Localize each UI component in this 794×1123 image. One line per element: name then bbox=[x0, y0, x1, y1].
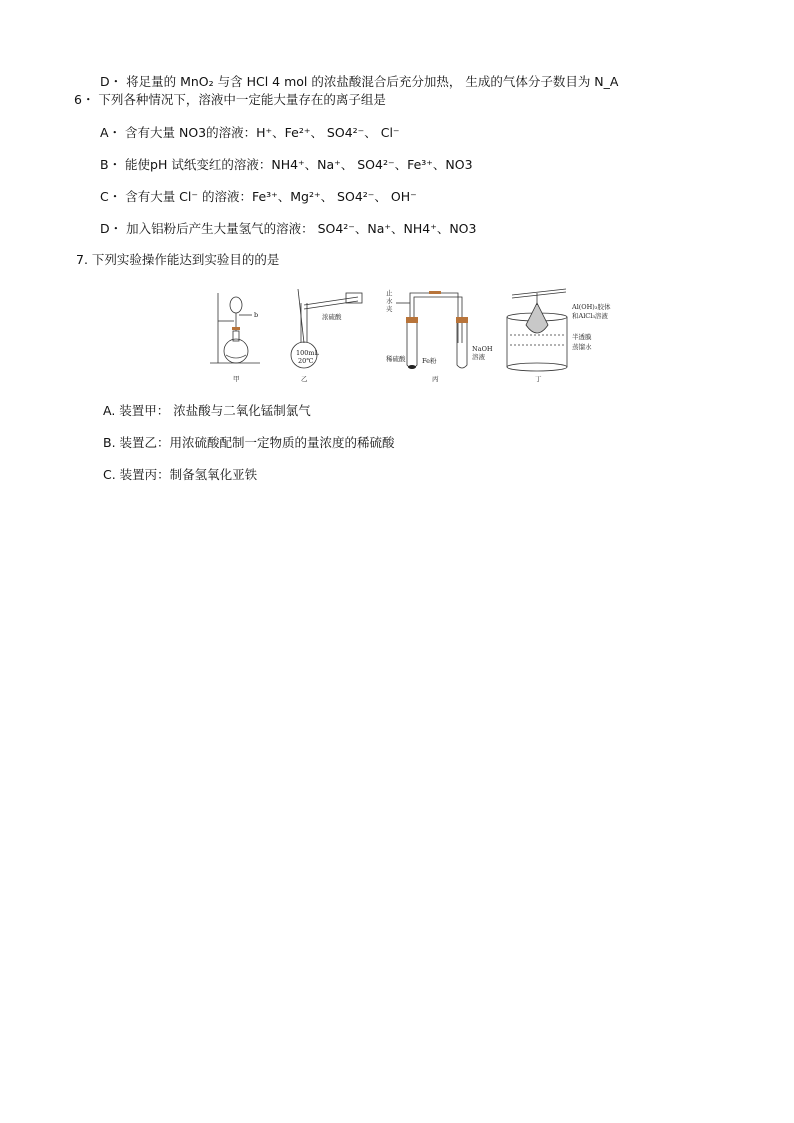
label-zhi: 止 bbox=[386, 289, 393, 297]
label-flask-temp: 20℃ bbox=[298, 357, 314, 365]
q7-option-b: B. 装置乙：用浓硫酸配制一定物质的量浓度的稀硫酸 bbox=[103, 435, 395, 450]
label-shui: 水 bbox=[386, 297, 393, 305]
label-jia-clip: 夹 bbox=[386, 305, 393, 313]
q7-option-c: C. 装置丙：制备氢氧化亚铁 bbox=[103, 467, 258, 482]
label-fefen: Fe粉 bbox=[422, 357, 437, 365]
label-aloh: Al(OH)₃胶体 bbox=[572, 303, 611, 311]
label-nongliusuan: 浓硫酸 bbox=[322, 313, 342, 321]
label-xiliusuan: 稀硫酸 bbox=[386, 355, 406, 363]
q6-option-d: D・ 加入铝粉后产生大量氢气的溶液： SO4²⁻、Na⁺、NH4⁺、NO3 bbox=[100, 221, 477, 236]
apparatus-ding bbox=[507, 289, 567, 371]
label-zhengliushui: 蒸馏水 bbox=[572, 343, 592, 351]
apparatus-figure bbox=[200, 283, 620, 393]
q7-option-a: A. 装置甲： 浓盐酸与二氧化锰制氯气 bbox=[103, 403, 311, 418]
q5-option-d: D・ 将足量的 MnO₂ 与含 HCl 4 mol 的浓盐酸混合后充分加热， 生成的气体分子数目为 N_A bbox=[100, 74, 619, 89]
label-alcl: 和AlCl₃溶液 bbox=[572, 312, 608, 320]
apparatus-svg bbox=[200, 283, 620, 393]
label-bing: 丙 bbox=[432, 375, 439, 383]
label-naoh: NaOH bbox=[472, 345, 493, 353]
question-7: 7. 下列实验操作能达到实验目的的是 bbox=[76, 252, 280, 267]
label-rongye: 溶液 bbox=[472, 353, 485, 361]
question-6: 6・ 下列各种情况下，溶液中一定能大量存在的离子组是 bbox=[74, 92, 386, 107]
q6-option-c: C・ 含有大量 Cl⁻ 的溶液：Fe³⁺、Mg²⁺、 SO4²⁻、 OH⁻ bbox=[100, 189, 417, 204]
label-flask: 100mL bbox=[296, 349, 319, 357]
label-ding: 丁 bbox=[535, 375, 542, 383]
apparatus-jia bbox=[210, 293, 260, 363]
label-b: b bbox=[254, 311, 259, 319]
label-yi: 乙 bbox=[301, 375, 308, 383]
q6-option-b: B・ 能使pH 试纸变红的溶液：NH4⁺、Na⁺、 SO4²⁻、Fe³⁺、NO3 bbox=[100, 157, 473, 172]
label-jia: 甲 bbox=[233, 375, 240, 383]
label-bantoumo: 半透膜 bbox=[572, 333, 592, 341]
q6-option-a: A・ 含有大量 NO3的溶液：H⁺、Fe²⁺、 SO4²⁻、 Cl⁻ bbox=[100, 125, 400, 140]
